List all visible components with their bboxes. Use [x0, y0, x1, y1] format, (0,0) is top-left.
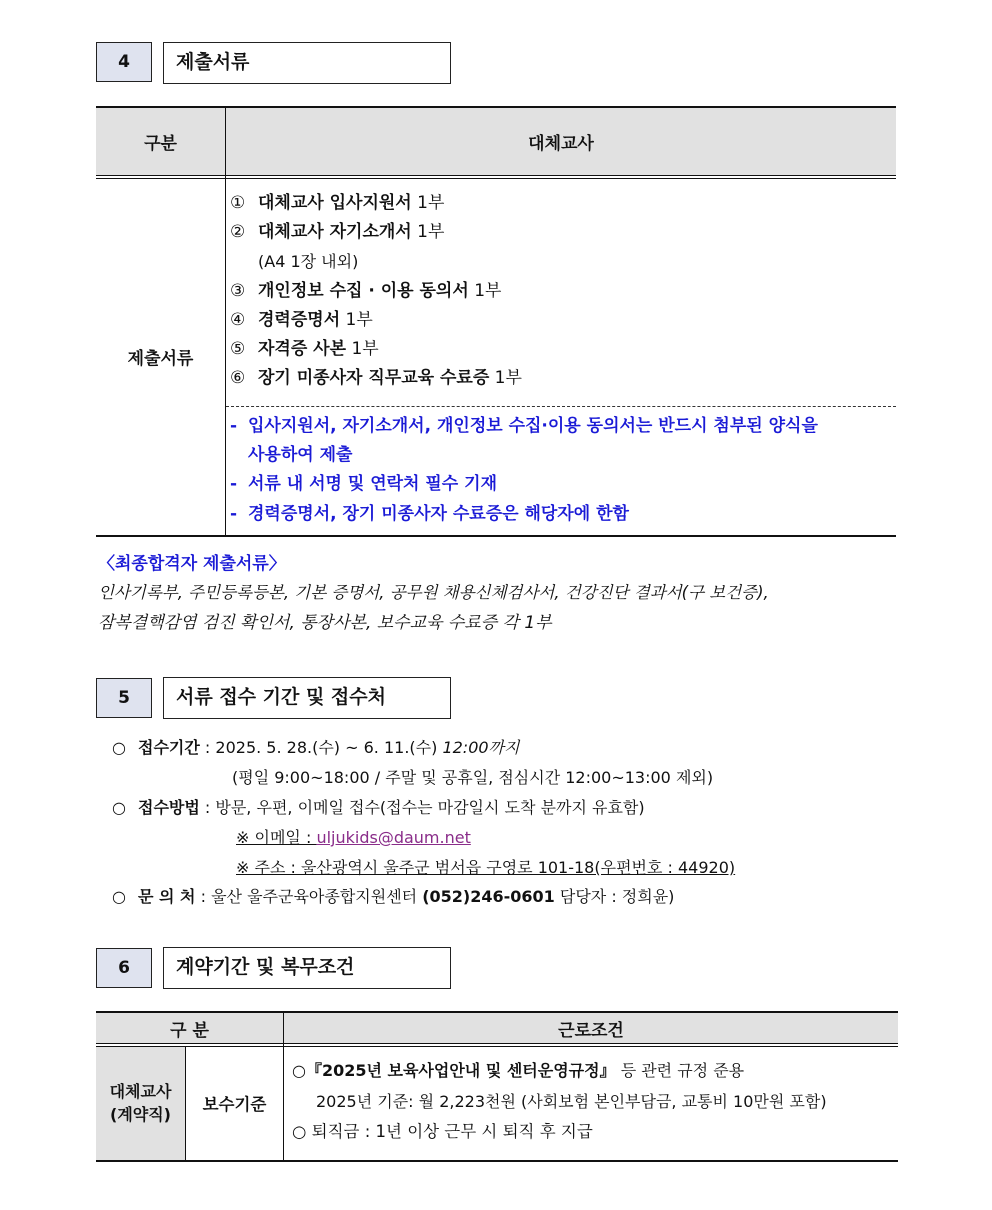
contact-phone: (052)246-0601	[422, 887, 555, 906]
section-title: 계약기간 및 복무조건	[163, 947, 451, 989]
bullet-icon: ○	[112, 738, 126, 757]
document-item: ④ 경력증명서 1부	[230, 310, 373, 330]
note-item: 사용하여 제출	[248, 445, 353, 465]
note-item: - 입사지원서, 자기소개서, 개인정보 수집·이용 동의서는 반드시 첨부된 양식을	[230, 416, 818, 436]
condition-line: ○ 퇴직금 : 1년 이상 근무 시 퇴직 후 지급	[292, 1122, 593, 1141]
email-link[interactable]: uljukids@daum.net	[316, 828, 471, 847]
condition-line: ○『2025년 보육사업안내 및 센터운영규정』 등 관련 규정 준용	[292, 1061, 745, 1080]
contact-value: : 울산 울주군육아종합지원센터	[200, 887, 423, 906]
section-title: 제출서류	[163, 42, 451, 84]
method-row	[112, 794, 645, 822]
sub-label-pay: 보수기준	[202, 1095, 267, 1114]
contact-label: 문 의 처	[138, 887, 196, 906]
section-number: 4	[96, 42, 152, 82]
note-item: - 서류 내 서명 및 연락처 필수 기재	[230, 474, 497, 494]
period-row	[112, 734, 519, 762]
col-header-substitute-teacher: 대체교사	[528, 134, 594, 154]
row-label-line2: (계약직)	[110, 1105, 171, 1124]
document-item: ⑤ 자격증 사본 1부	[230, 339, 379, 359]
section-title: 서류 접수 기간 및 접수처	[163, 677, 451, 719]
col-header-conditions: 근로조건	[558, 1021, 624, 1041]
period-note: (평일 9:00~18:00 / 주말 및 공휴일, 점심시간 12:00~13:00 제외)	[232, 768, 714, 787]
method-value: : 방문, 우편, 이메일 접수(접수는 마감일시 도착 분까지 유효함)	[204, 798, 645, 817]
bullet-icon: ○	[112, 887, 126, 906]
email-prefix: ※ 이메일 :	[236, 828, 317, 847]
period-value: : 2025. 5. 28.(수) ~ 6. 11.(수)	[204, 738, 443, 757]
document-item: ① 대체교사 입사지원서 1부	[230, 193, 445, 213]
final-docs-heading: 〈최종합격자 제출서류〉	[98, 554, 286, 574]
bullet-icon: ○	[112, 798, 126, 817]
email-row	[236, 824, 471, 852]
row-label-line1: 대체교사	[109, 1082, 172, 1101]
document-item: ② 대체교사 자기소개서 1부	[230, 222, 445, 242]
condition-line: 2025년 기준: 월 2,223천원 (사회보험 본인부담금, 교통비 10만원 포함)	[316, 1092, 827, 1111]
section-number: 5	[96, 678, 152, 718]
contact-row: ○ 문 의 처 : 울산 울주군육아종합지원센터 (052)246-0601 담당자 : 정희윤)	[112, 883, 674, 911]
period-deadline: 12:00까지	[442, 738, 520, 757]
col-header-category: 구 분	[170, 1021, 209, 1041]
document-item-note: (A4 1장 내외)	[258, 252, 359, 271]
col-header-category: 구분	[144, 134, 177, 154]
period-label: 접수기간	[138, 738, 200, 757]
note-item: - 경력증명서, 장기 미종사자 수료증은 해당자에 한함	[230, 504, 629, 524]
document-item: ③ 개인정보 수집 · 이용 동의서 1부	[230, 281, 502, 301]
document-item: ⑥ 장기 미종사자 직무교육 수료증 1부	[230, 368, 522, 388]
table-divider	[226, 406, 896, 407]
row-label-documents: 제출서류	[127, 349, 194, 369]
address-row: ※ 주소 : 울산광역시 울주군 범서읍 구영로 101-18(우편번호 : 44920)	[236, 858, 736, 877]
section-number: 6	[96, 948, 152, 988]
final-docs-line: 인사기록부, 주민등록등본, 기본 증명서, 공무원 채용신체검사서, 건강진단 결과서(구 보건증),	[98, 583, 769, 602]
method-label: 접수방법	[138, 798, 200, 817]
final-docs-line: 잠복결핵감염 검진 확인서, 통장사본, 보수교육 수료증 각 1부	[98, 613, 552, 633]
